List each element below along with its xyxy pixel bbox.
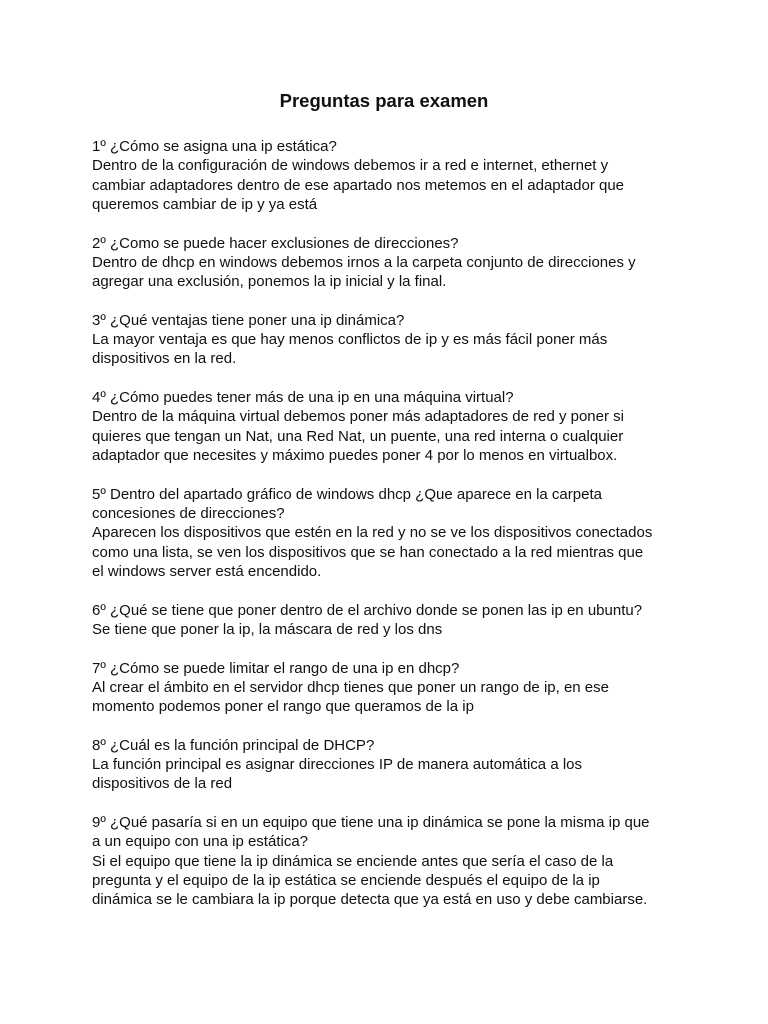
answer-text: La función principal es asignar direcciones IP de manera automática a los dispositivos de la red [92, 756, 583, 793]
qa-item-6 [92, 601, 732, 640]
question-list [92, 137, 732, 929]
answer-text: Dentro de la máquina virtual debemos poner más adaptadores de red y poner si quieres que tengan un Nat, una Red Nat, un puente, una red interna o cualquier adaptador que necesites y máximo puedes poner 4 por lo menos en virtualbox. [92, 408, 624, 465]
answer-text: Dentro de la configuración de windows debemos ir a red e internet, ethernet y cambiar adaptadores dentro de ese apartado nos metemos en el adaptador que queremos cambiar de ip y ya está [92, 157, 625, 213]
question-text: 3º ¿Qué ventajas tiene poner una ip dinámica? [92, 311, 405, 329]
qa-item-9 [92, 813, 732, 909]
question-text: 8º ¿Cuál es la función principal de DHCP? [92, 736, 375, 754]
question-text: 6º ¿Qué se tiene que poner dentro de el archivo donde se ponen las ip en ubuntu? [92, 601, 643, 619]
document-title: Preguntas para examen [279, 90, 489, 111]
question-text: 4º ¿Cómo puedes tener más de una ip en una máquina virtual? [92, 389, 514, 407]
qa-item-7 [92, 659, 732, 717]
qa-item-4 [92, 388, 732, 465]
qa-item-1 [92, 137, 732, 214]
question-text: 9º ¿Qué pasaría si en un equipo que tiene una ip dinámica se pone la misma ip que a un equipo con una ip estática? [92, 814, 650, 851]
answer-text: Se tiene que poner la ip, la máscara de red y los dns [92, 620, 443, 638]
answer-text: Dentro de dhcp en windows debemos irnos a la carpeta conjunto de direcciones y agregar una exclusión, ponemos la ip inicial y la final. [92, 253, 636, 291]
question-text: 2º ¿Como se puede hacer exclusiones de direcciones? [92, 234, 459, 252]
qa-item-3 [92, 311, 732, 369]
qa-item-2 [92, 234, 732, 292]
answer-text: La mayor ventaja es que hay menos conflictos de ip y es más fácil poner más dispositivos en la red. [92, 331, 608, 368]
question-text: 7º ¿Cómo se puede limitar el rango de una ip en dhcp? [92, 659, 460, 677]
qa-item-5 [92, 485, 732, 581]
answer-text: Si el equipo que tiene la ip dinámica se enciende antes que sería el caso de la pregunta y el equipo de la ip estática se enciende después el equipo de la ip dinámica se le cambiara la ip porque detecta que ya está en uso y debe cambiarse. [92, 852, 648, 909]
question-text: 5º Dentro del apartado gráfico de windows dhcp ¿Que aparece en la carpeta concesiones de direcciones? [92, 485, 602, 523]
answer-text: Al crear el ámbito en el servidor dhcp tienes que poner un rango de ip, en ese momento podemos poner el rango que queramos de la ip [92, 678, 609, 716]
qa-item-8 [92, 736, 732, 794]
question-text: 1º ¿Cómo se asigna una ip estática? [92, 138, 337, 155]
answer-text: Aparecen los dispositivos que estén en la red y no se ve los dispositivos conectados como una lista, se ven los dispositivos que se han conectado a la red mientras que el windows server está encendido. [92, 524, 653, 580]
